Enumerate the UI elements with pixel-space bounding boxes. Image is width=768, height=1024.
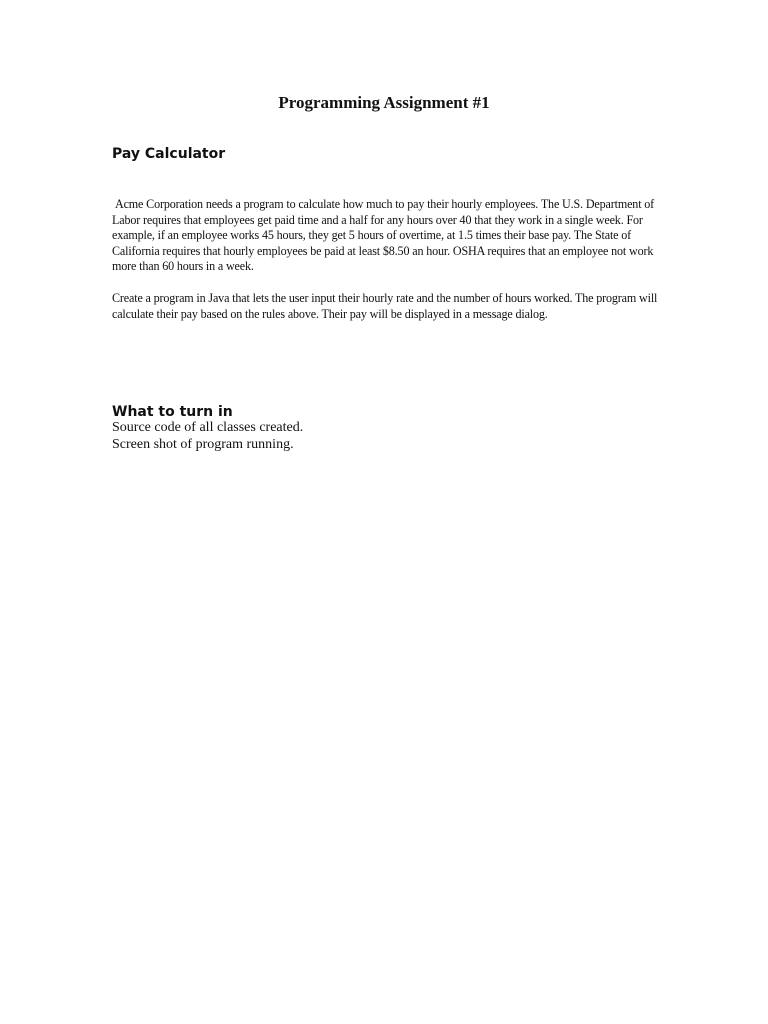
paragraph-task: Create a program in Java that lets the user input their hourly rate and the number of hours worked. The program will calculate their pay based on the rules above. Their pay will be displayed in a message dialog. — [112, 291, 658, 321]
paragraph-requirements: Acme Corporation needs a program to calculate how much to pay their hourly employees. The U.S. Department of Labor requires that employees get paid time and a half for any hours over 40 that they work in a single week. For example, if an employee works 45 hours, they get 5 hours of overtime, at 1.5 times their base pay. The State of California requires that hourly employees be paid at least $8.50 an hour. OSHA requires that an employee not work more than 60 hours in a week. — [112, 197, 655, 273]
section-heading-what-to-turn-in: What to turn in — [112, 404, 233, 420]
turn-in-item: Screen shot of program running. — [112, 436, 294, 452]
turn-in-list — [112, 420, 303, 453]
document-title: Programming Assignment #1 — [278, 93, 490, 112]
turn-in-item: Source code of all classes created. — [112, 420, 304, 435]
section-heading-pay-calculator: Pay Calculator — [112, 146, 226, 162]
